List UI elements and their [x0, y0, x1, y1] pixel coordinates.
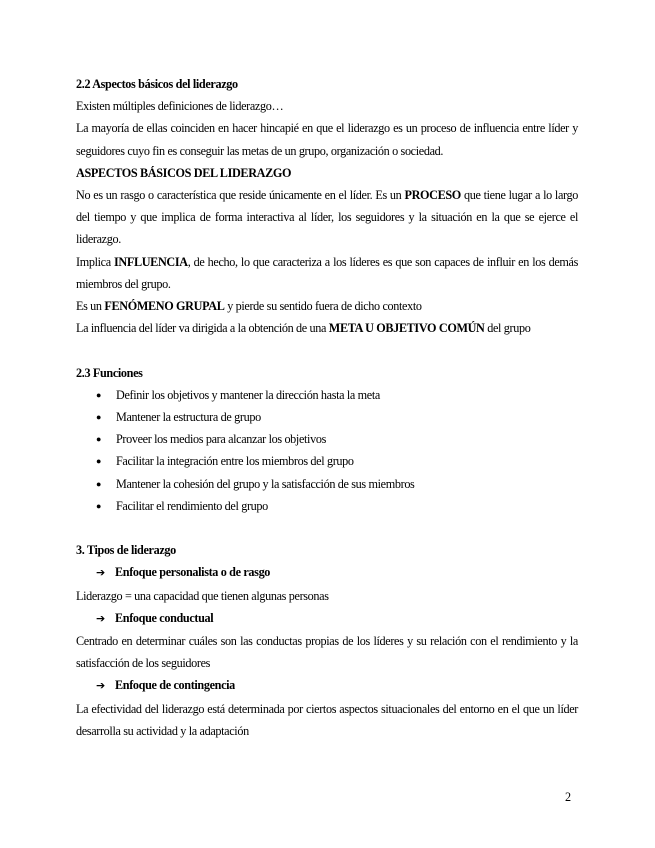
- arrow-icon: ➔: [96, 566, 105, 580]
- term-meta: META U OBJETIVO COMÚN: [328, 321, 485, 336]
- section-heading-3: 3. Tipos de liderazgo: [76, 543, 176, 558]
- list-item: ● Definir los objetivos y mantener la dirección hasta la meta: [96, 384, 578, 406]
- subheading-aspectos: ASPECTOS BÁSICOS DEL LIDERAZGO: [76, 165, 292, 180]
- paragraph-rasgo: Liderazgo = una capacidad que tienen algunas personas: [76, 588, 329, 603]
- page-number: 2: [565, 790, 572, 804]
- approach-heading-contingencia: ➔ Enfoque de contingencia: [76, 674, 578, 697]
- list-item: ● Facilitar la integración entre los miembros del grupo: [96, 450, 578, 472]
- paragraph-proceso: No es un rasgo o característica que reside únicamente en el líder. Es un PROCESO que tiene lugar a lo largo del tiempo y que implica de forma interactiva al líder, los seguidores y la situación en la que se ejerce el liderazgo.: [76, 188, 578, 247]
- document-page: [76, 73, 578, 742]
- list-item: ● Mantener la estructura de grupo: [96, 406, 578, 428]
- section-heading-2-2: 2.2 Aspectos básicos del liderazgo: [76, 77, 238, 91]
- paragraph-conductual: Centrado en determinar cuáles son las conductas propias de los líderes y su relación con el rendimiento y la satisfacción de los seguidores: [76, 634, 578, 671]
- list-item: ● Mantener la cohesión del grupo y la satisfacción de sus miembros: [96, 473, 578, 495]
- list-item: ● Proveer los medios para alcanzar los objetivos: [96, 428, 578, 450]
- paragraph-majority: La mayoría de ellas coinciden en hacer hincapié en que el liderazgo es un proceso de influencia entre líder y seguidores cuyo fin es conseguir las metas de un grupo, organización o sociedad.: [76, 121, 578, 158]
- arrow-icon: ➔: [96, 679, 105, 693]
- list-item: ● Facilitar el rendimiento del grupo: [96, 495, 578, 517]
- paragraph-contingencia: La efectividad del liderazgo está determinada por ciertos aspectos situacionales del entorno en el que un líder desarrolla su actividad y la adaptación: [76, 701, 578, 738]
- arrow-icon: ➔: [96, 611, 105, 625]
- paragraph-meta: La influencia del líder va dirigida a la obtención de una META U OBJETIVO COMÚN del grupo: [76, 321, 531, 336]
- paragraph-fenomeno: Es un FENÓMENO GRUPAL y pierde su sentido fuera de dicho contexto: [76, 299, 422, 314]
- approach-heading-conductual: ➔ Enfoque conductual: [76, 607, 578, 630]
- term-proceso: PROCESO: [404, 188, 461, 203]
- paragraph-definitions: Existen múltiples definiciones de liderazgo…: [76, 99, 284, 114]
- term-influencia: INFLUENCIA: [114, 254, 188, 269]
- section-heading-2-3: 2.3 Funciones: [76, 365, 143, 380]
- functions-list: [76, 384, 578, 517]
- paragraph-influencia: Implica INFLUENCIA, de hecho, lo que caracteriza a los líderes es que son capaces de influir en los demás miembros del grupo.: [76, 254, 578, 291]
- approach-heading-rasgo: ➔ Enfoque personalista o de rasgo: [76, 561, 578, 584]
- term-fenomeno-grupal: FENÓMENO GRUPAL: [104, 299, 225, 314]
